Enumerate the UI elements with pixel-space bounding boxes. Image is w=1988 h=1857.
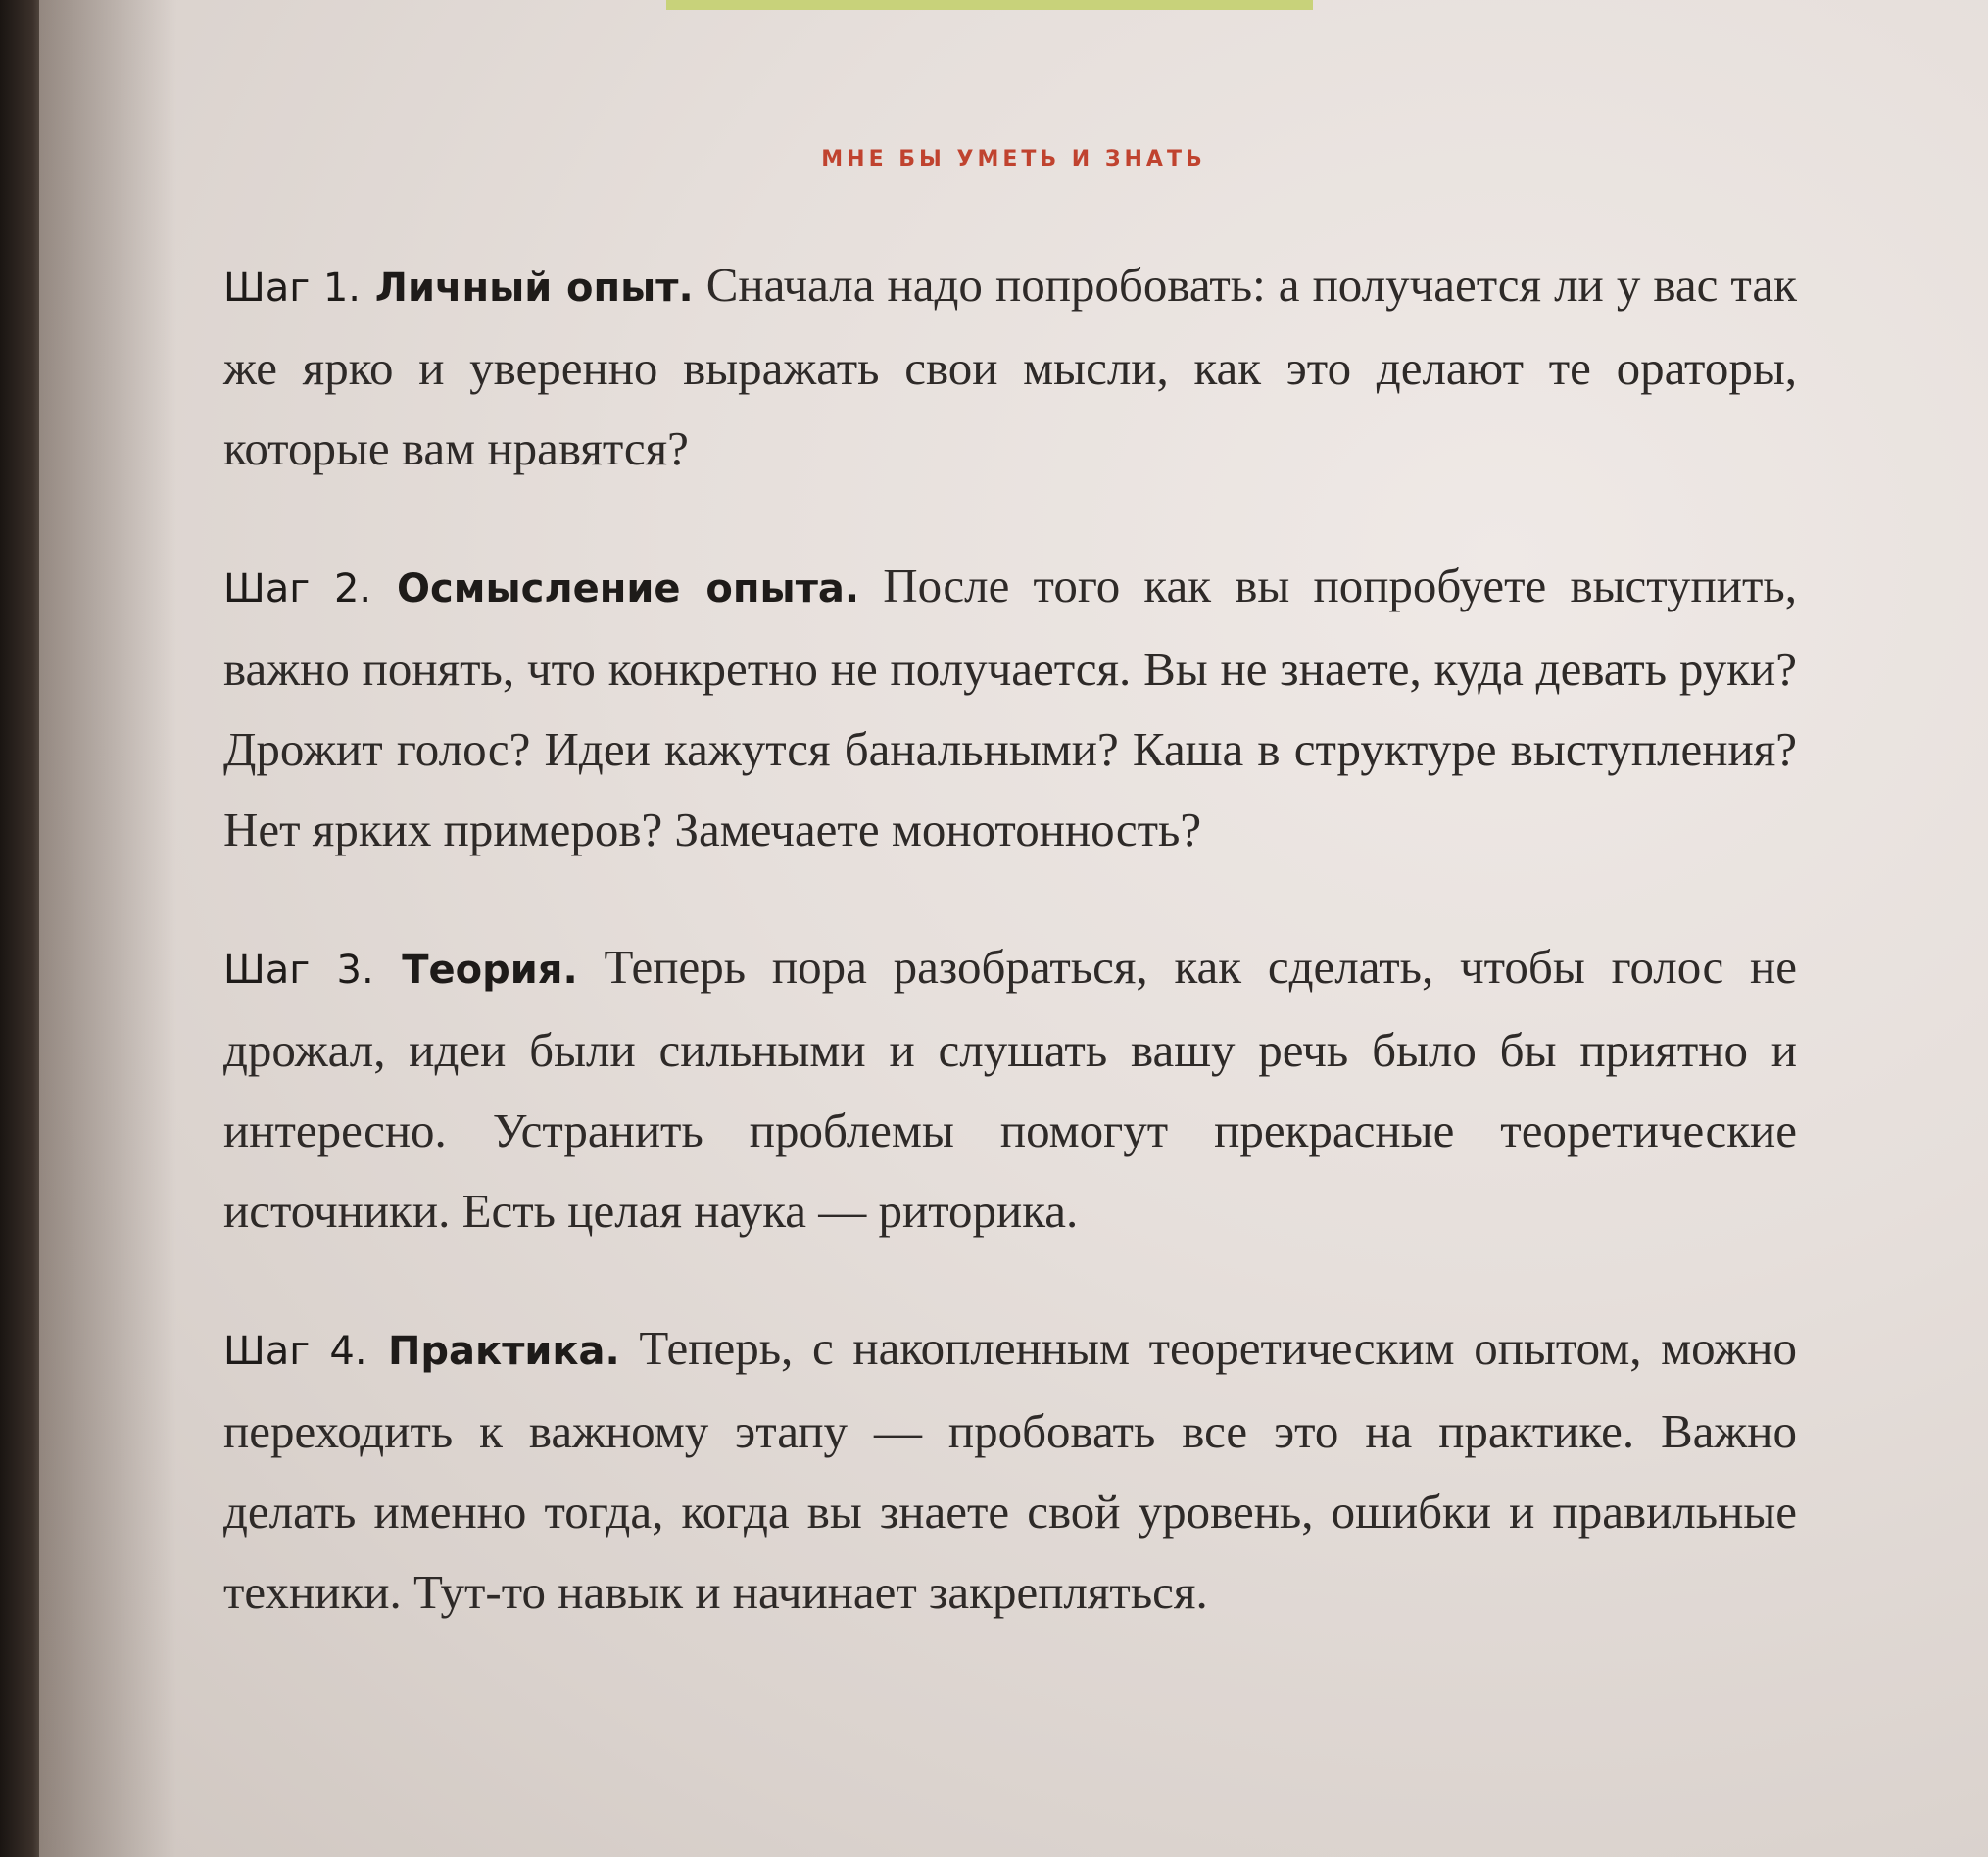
step-paragraph-4 bbox=[223, 1308, 1797, 1633]
step-number: Шаг 3. bbox=[223, 948, 374, 993]
main-text bbox=[223, 245, 1797, 1689]
step-text: Сначала надо попробовать: а получается ли у вас так же ярко и уверенно выражать свои мысли, как это делают те ораторы, которые вам нравятся? bbox=[223, 258, 1797, 475]
step-number: Шаг 4. bbox=[223, 1329, 367, 1374]
step-label bbox=[223, 266, 694, 311]
step-title: Осмысление опыта. bbox=[397, 566, 860, 611]
step-text: После того как вы попробуете выступить, важно понять, что конкретно не получается. Вы не знаете, куда девать руки? Дрожит голос? Идеи кажутся банальными? Каша в структуре выступления? Нет ярких примеров? Замечаете монотонность? bbox=[223, 559, 1797, 856]
step-label bbox=[223, 566, 859, 611]
step-number: Шаг 1. bbox=[223, 266, 361, 311]
book-page bbox=[39, 0, 1988, 1857]
step-paragraph-3 bbox=[223, 927, 1797, 1251]
step-label bbox=[223, 948, 578, 993]
step-paragraph-2 bbox=[223, 546, 1797, 870]
step-text: Теперь, с накопленным теоретическим опытом, можно переходить к важному этапу — пробовать все это на практике. Важно делать именно тогда, когда вы знаете свой уровень, ошибки и правильные техники. Тут-то навык и начинает закрепляться. bbox=[223, 1321, 1797, 1619]
page-top-tab bbox=[666, 0, 1313, 10]
step-text: Теперь пора разобраться, как сделать, чтобы голос не дрожал, идеи были сильными и слушать вашу речь было бы приятно и интересно. Устранить проблемы помогут прекрасные теоретические источники. Есть целая наука — риторика. bbox=[223, 940, 1797, 1238]
running-head: МНЕ БЫ УМЕТЬ И ЗНАТЬ bbox=[821, 147, 1206, 171]
step-title: Личный опыт. bbox=[374, 266, 694, 311]
step-label bbox=[223, 1329, 620, 1374]
step-paragraph-1 bbox=[223, 245, 1797, 489]
step-title: Теория. bbox=[402, 948, 578, 993]
step-number: Шаг 2. bbox=[223, 566, 372, 611]
step-title: Практика. bbox=[387, 1329, 620, 1374]
